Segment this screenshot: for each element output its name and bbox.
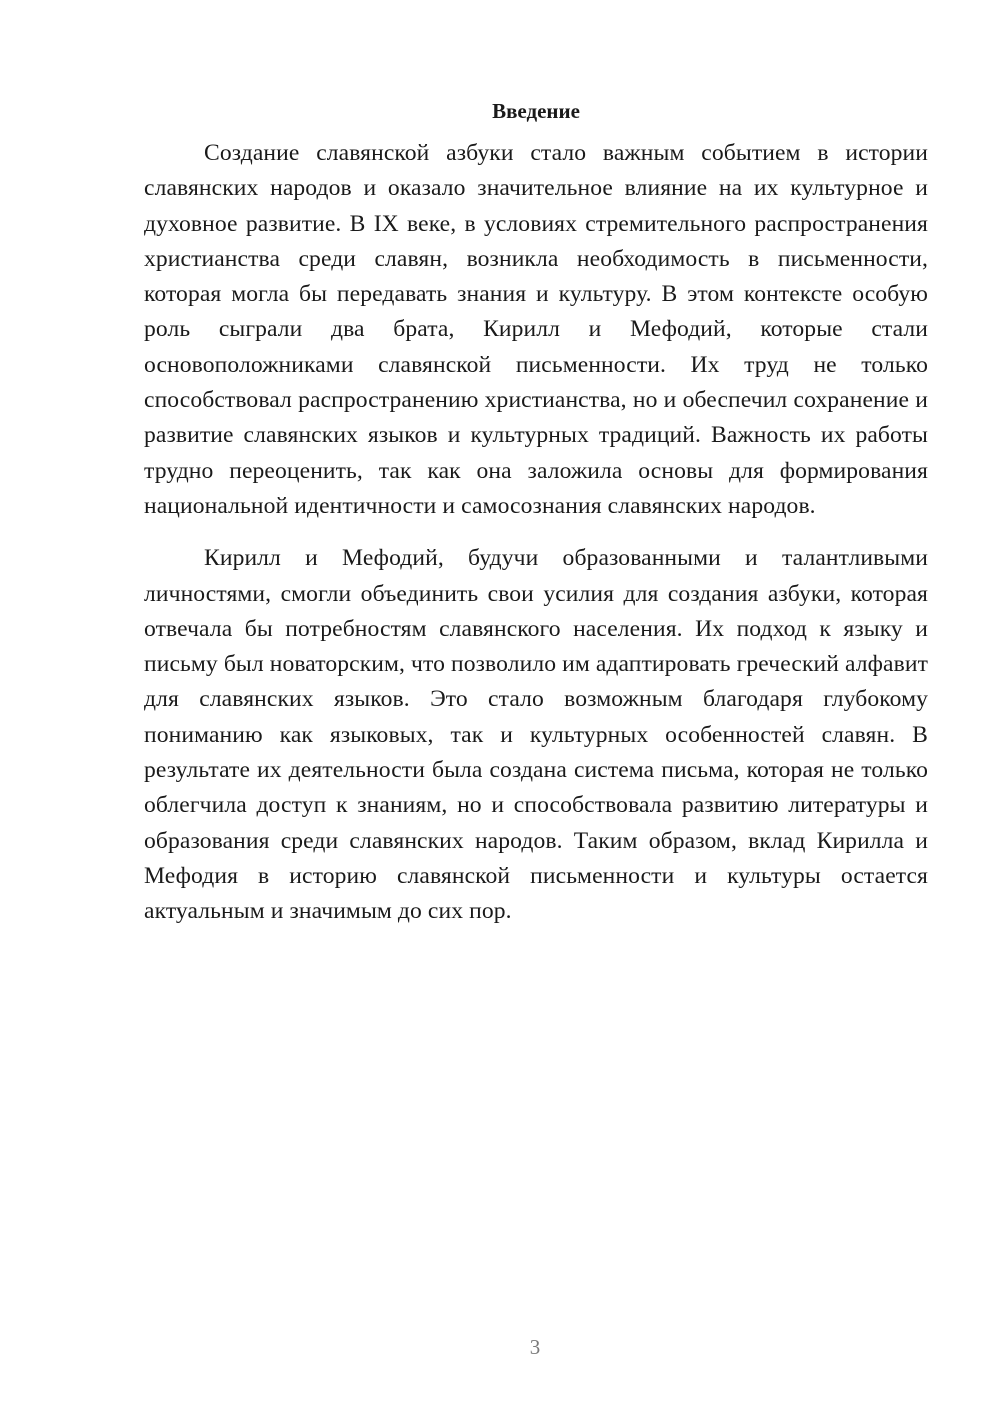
paragraph-2: Кирилл и Мефодий, будучи образованными и талантливыми личностями, смогли объединить свои усилия для создания азбуки, которая отвечала бы потребностям славянского населения. Их подход к языку и письму был новаторским, что позволило им адаптировать греческий алфавит для славянских языков. Это стало возможным благодаря глубокому пониманию как языковых, так и культурных особенностей славян. В результате их деятельности была создана система письма, которая не только облегчила доступ к знаниям, но и способствовала развитию литературы и образования среди славянских народов. Таким образом, вклад Кирилла и Мефодия в историю славянской письменности и культуры остается актуальным и значимым до сих пор.	[144, 545, 928, 925]
section-heading: Введение	[492, 99, 580, 123]
page-body	[144, 96, 928, 930]
page-number: 3	[529, 1335, 541, 1359]
paragraph-1: Создание славянской азбуки стало важным событием в истории славянских народов и оказало значительное влияние на их культурное и духовное развитие. В IX веке, в условиях стремительного распространения христианства среди славян, возникла необходимость в письменности, которая могла бы передавать знания и культуру. В этом контексте особую роль сыграли два брата, Кирилл и Мефодий, которые стали основоположниками славянской письменности. Их труд не только способствовал распространению христианства, но и обеспечил сохранение и развитие славянских языков и культурных традиций. Важность их работы трудно переоценить, так как она заложила основы для формирования национальной идентичности и самосознания славянских народов.	[144, 140, 928, 519]
